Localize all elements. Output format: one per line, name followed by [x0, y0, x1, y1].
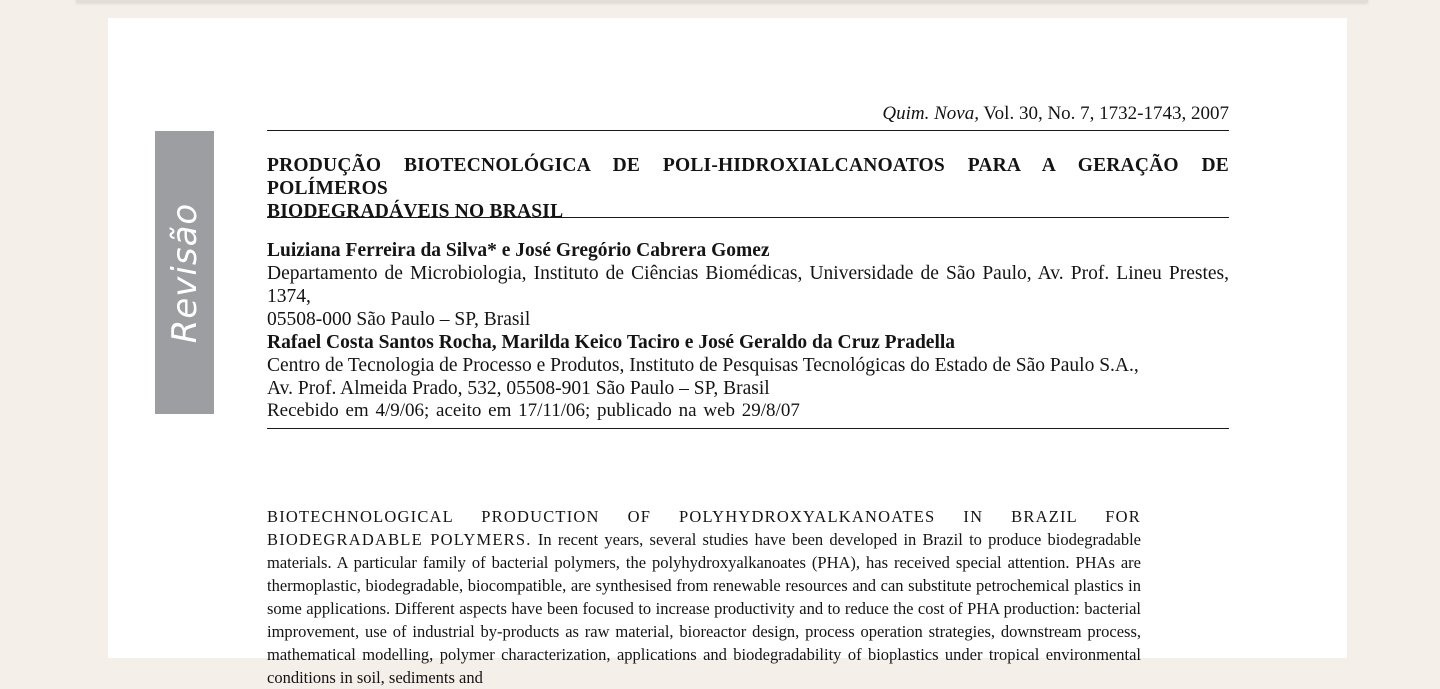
title-rule: [267, 217, 1229, 218]
affiliation-1-line-1: Departamento de Microbiologia, Instituto de Ciências Biomédicas, Universidade de São Paulo, Av. Prof. Lineu Prestes, 1374,: [267, 263, 1229, 307]
journal-citation: [267, 103, 1229, 125]
author-block: [267, 239, 1229, 400]
authors-group-1: Luiziana Ferreira da Silva* e José Gregório Cabrera Gomez: [267, 240, 770, 261]
journal-reference: Vol. 30, No. 7, 1732-1743, 2007: [978, 103, 1229, 124]
dates-rule: [267, 428, 1229, 429]
received-dates: Recebido em 4/9/06; aceito em 17/11/06; publicado na web 29/8/07: [267, 400, 800, 421]
abstract-text: In recent years, several studies have been developed in Brazil to produce biodegradable materials. A particular family of bacterial polymers, the polyhydroxyalkanoates (PHA), has received special attention. PHAs are thermoplastic, biodegradable, biocompatible, are synthesised from renewable resources and can substitute petrochemical plastics in some applications. Different aspects have been focused to increase productivity and to reduce the cost of PHA production: bacterial improvement, use of industrial by-products as raw material, bioreactor design, process operation strategies, downstream process, mathematical modelling, polymer characterization, applications and biodegradability of bioplastics under tropical environmental conditions in soil, sediments and: [267, 530, 1142, 687]
affiliation-1-line-2: 05508-000 São Paulo – SP, Brasil: [267, 309, 531, 330]
abstract: [267, 505, 1141, 689]
header-rule: [267, 130, 1229, 131]
abstract-english-title: BIOTECHNOLOGICAL PRODUCTION OF POLYHYDROXYALKANOATES IN BRAZIL FOR BIODEGRADABLE POLYMERS.: [267, 507, 1141, 549]
journal-name: Quim. Nova,: [882, 103, 979, 124]
document-page: [108, 18, 1347, 687]
affiliation-2-line-2: Av. Prof. Almeida Prado, 532, 05508-901 São Paulo – SP, Brasil: [267, 378, 770, 399]
section-tab: [155, 131, 214, 414]
article-title: [267, 154, 1229, 223]
title-line-2: BIODEGRADÁVEIS NO BRASIL: [267, 201, 564, 222]
authors-group-2: Rafael Costa Santos Rocha, Marilda Keico Taciro e José Geraldo da Cruz Pradella: [267, 332, 956, 353]
affiliation-2-line-1: Centro de Tecnologia de Processo e Produtos, Instituto de Pesquisas Tecnológicas do Estado de São Paulo S.A.,: [267, 355, 1139, 376]
title-line-1: PRODUÇÃO BIOTECNOLÓGICA DE POLI-HIDROXIALCANOATOS PARA A GERAÇÃO DE POLÍMEROS: [267, 155, 1229, 199]
section-tab-label: Revisão: [164, 202, 205, 343]
toolbar-shadow: [76, 0, 1368, 2]
